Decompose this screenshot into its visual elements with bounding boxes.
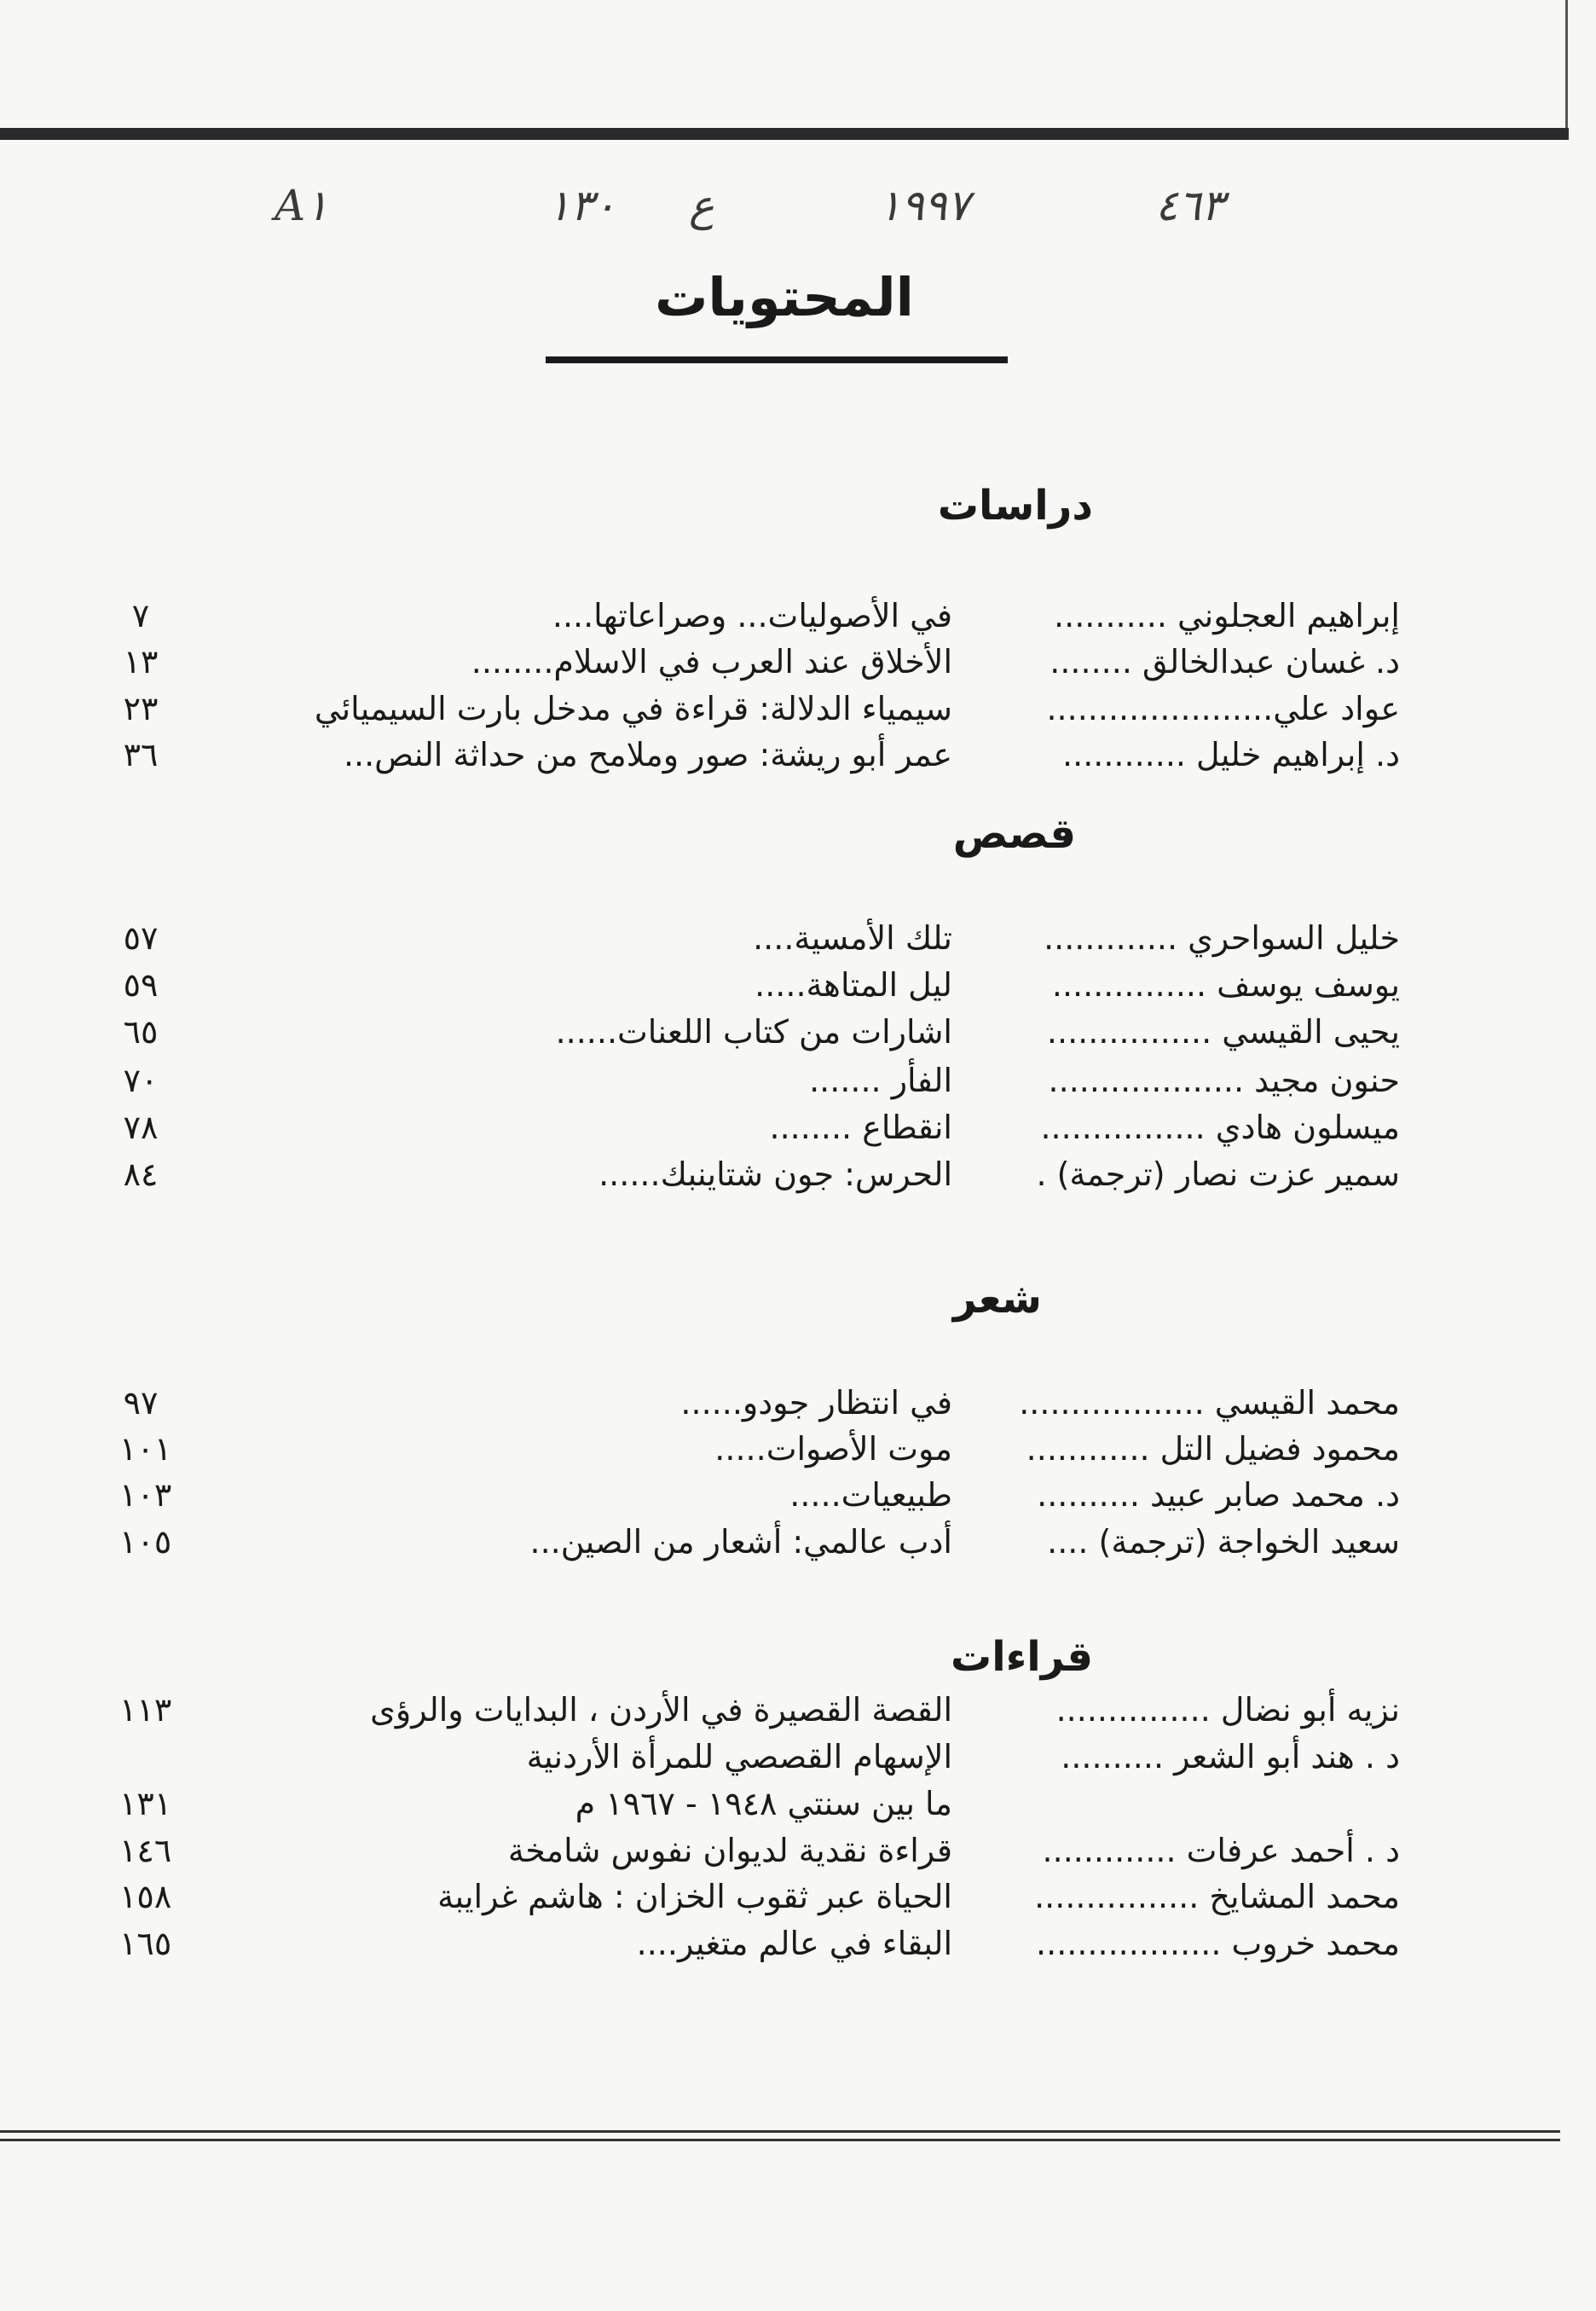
entry-author: ميسلون هادي ................ [1040, 1109, 1400, 1146]
handwritten-note: ١٣٠ [547, 181, 616, 230]
entry-author: سعيد الخواجة (ترجمة) .... [1047, 1523, 1400, 1561]
entry-author: يوسف يوسف ............... [1051, 966, 1400, 1004]
entry-page-number: ١٣ [123, 643, 159, 681]
entry-title: ما بين سنتي ١٩٤٨ - ١٩٦٧ م [575, 1785, 952, 1822]
toc-entry [0, 1829, 1596, 1872]
entry-title: سيمياء الدلالة: قراءة في مدخل بارت السيميائي [314, 690, 952, 727]
toc-entry [0, 733, 1596, 776]
entry-title: الحرس: جون شتاينبك...... [598, 1156, 952, 1193]
toc-entry [0, 1875, 1596, 1918]
entry-author: د . أحمد عرفات ............. [1042, 1832, 1400, 1869]
entry-author: د. إبراهيم خليل ............ [1062, 736, 1400, 773]
toc-entry [0, 1106, 1596, 1149]
entry-page-number: ١٠٣ [119, 1476, 172, 1514]
toc-entry [0, 1474, 1596, 1516]
section-heading: قصص [952, 810, 1076, 858]
toc-entry [0, 1428, 1596, 1470]
toc-entry [0, 687, 1596, 730]
toc-entry [0, 1059, 1596, 1102]
entry-author: د . هند أبو الشعر .......... [1061, 1738, 1400, 1775]
entry-title: الفأر ....... [809, 1062, 952, 1099]
toc-entry [0, 1381, 1596, 1424]
entry-page-number: ١٠١ [119, 1430, 172, 1468]
entry-page-number: ١٤٦ [119, 1832, 172, 1869]
entry-author: يحيى القيسي ................ [1046, 1013, 1400, 1051]
entry-page-number: ١٠٥ [119, 1523, 172, 1561]
entry-author: سمير عزت نصار (ترجمة) . [1036, 1156, 1400, 1193]
bottom-rule [0, 2139, 1560, 2141]
entry-title: الأخلاق عند العرب في الاسلام........ [471, 643, 952, 681]
entry-page-number: ١١٣ [119, 1691, 172, 1729]
entry-author: حنون مجيد ................... [1048, 1062, 1400, 1099]
right-border-line [1565, 0, 1568, 128]
entry-author: محمد خروب .................. [1036, 1925, 1400, 1962]
page-title: المحتويات [655, 266, 914, 328]
toc-entry [0, 1782, 1596, 1825]
toc-entry [0, 1011, 1596, 1053]
toc-entry [0, 1520, 1596, 1563]
handwritten-note: ١٩٩٧ [878, 181, 970, 230]
entry-title: انقطاع ........ [769, 1109, 952, 1146]
entry-author: إبراهيم العجلوني ........... [1054, 597, 1400, 634]
toc-entry [0, 1735, 1596, 1778]
entry-page-number: ٢٣ [123, 690, 159, 727]
section-heading: دراسات [937, 482, 1093, 530]
entry-title: الإسهام القصصي للمرأة الأردنية [526, 1738, 952, 1775]
entry-page-number: ٧٨ [123, 1109, 159, 1146]
entry-page-number: ٧ [131, 597, 150, 634]
entry-author: نزيه أبو نضال ............... [1055, 1691, 1400, 1729]
entry-title: عمر أبو ريشة: صور وملامح من حداثة النص... [343, 736, 952, 773]
entry-page-number: ١٥٨ [119, 1878, 172, 1915]
toc-entry [0, 1688, 1596, 1731]
entry-page-number: ٥٩ [123, 966, 159, 1004]
entry-title: أدب عالمي: أشعار من الصين... [529, 1523, 952, 1561]
entry-author: محمد المشايخ ................ [1034, 1878, 1400, 1915]
title-underline [546, 356, 1008, 363]
entry-title: طبيعيات..... [789, 1476, 952, 1514]
entry-title: القصة القصيرة في الأردن ، البدايات والرؤى [370, 1691, 952, 1729]
handwritten-note: ع [689, 181, 714, 230]
bottom-rule [0, 2130, 1560, 2133]
entry-author: د. غسان عبدالخالق ........ [1050, 643, 1400, 681]
entry-page-number: ١٦٥ [119, 1925, 172, 1962]
toc-entry [0, 640, 1596, 683]
entry-page-number: ٨٤ [123, 1156, 159, 1193]
entry-page-number: ٧٠ [123, 1062, 159, 1099]
toc-entry [0, 1153, 1596, 1196]
entry-title: تلك الأمسية.... [753, 919, 952, 957]
entry-title: اشارات من كتاب اللعنات...... [555, 1013, 952, 1051]
entry-title: البقاء في عالم متغير.... [636, 1925, 952, 1962]
entry-title: قراءة نقدية لديوان نفوس شامخة [507, 1832, 952, 1869]
top-rule [0, 128, 1569, 140]
toc-entry [0, 594, 1596, 637]
toc-entry [0, 917, 1596, 959]
entry-author: د. محمد صابر عبيد .......... [1037, 1476, 1400, 1514]
entry-author: خليل السواحري ............. [1044, 919, 1400, 957]
entry-page-number: ٩٧ [123, 1384, 159, 1422]
entry-author: محمود فضيل التل ............ [1026, 1430, 1400, 1468]
entry-page-number: ١٣١ [119, 1785, 172, 1822]
entry-title: في انتظار جودو...... [680, 1384, 952, 1422]
toc-entry [0, 964, 1596, 1006]
entry-page-number: ٣٦ [123, 736, 159, 773]
entry-title: الحياة عبر ثقوب الخزان : هاشم غرايبة [437, 1878, 952, 1915]
entry-title: موت الأصوات..... [714, 1430, 952, 1468]
handwritten-note: A١ [275, 181, 328, 230]
entry-author: عواد علي...................... [1046, 690, 1400, 727]
entry-title: في الأصوليات... وصراعاتها.... [552, 597, 952, 634]
toc-entry [0, 1922, 1596, 1965]
entry-page-number: ٦٥ [123, 1013, 159, 1051]
handwritten-note: ٤٦٣ [1155, 181, 1224, 230]
entry-author: محمد القيسي .................. [1019, 1384, 1400, 1422]
entry-title: ليل المتاهة..... [755, 966, 952, 1004]
entry-page-number: ٥٧ [123, 919, 159, 957]
section-heading: شعر [952, 1275, 1042, 1323]
section-heading: قراءات [951, 1633, 1093, 1681]
